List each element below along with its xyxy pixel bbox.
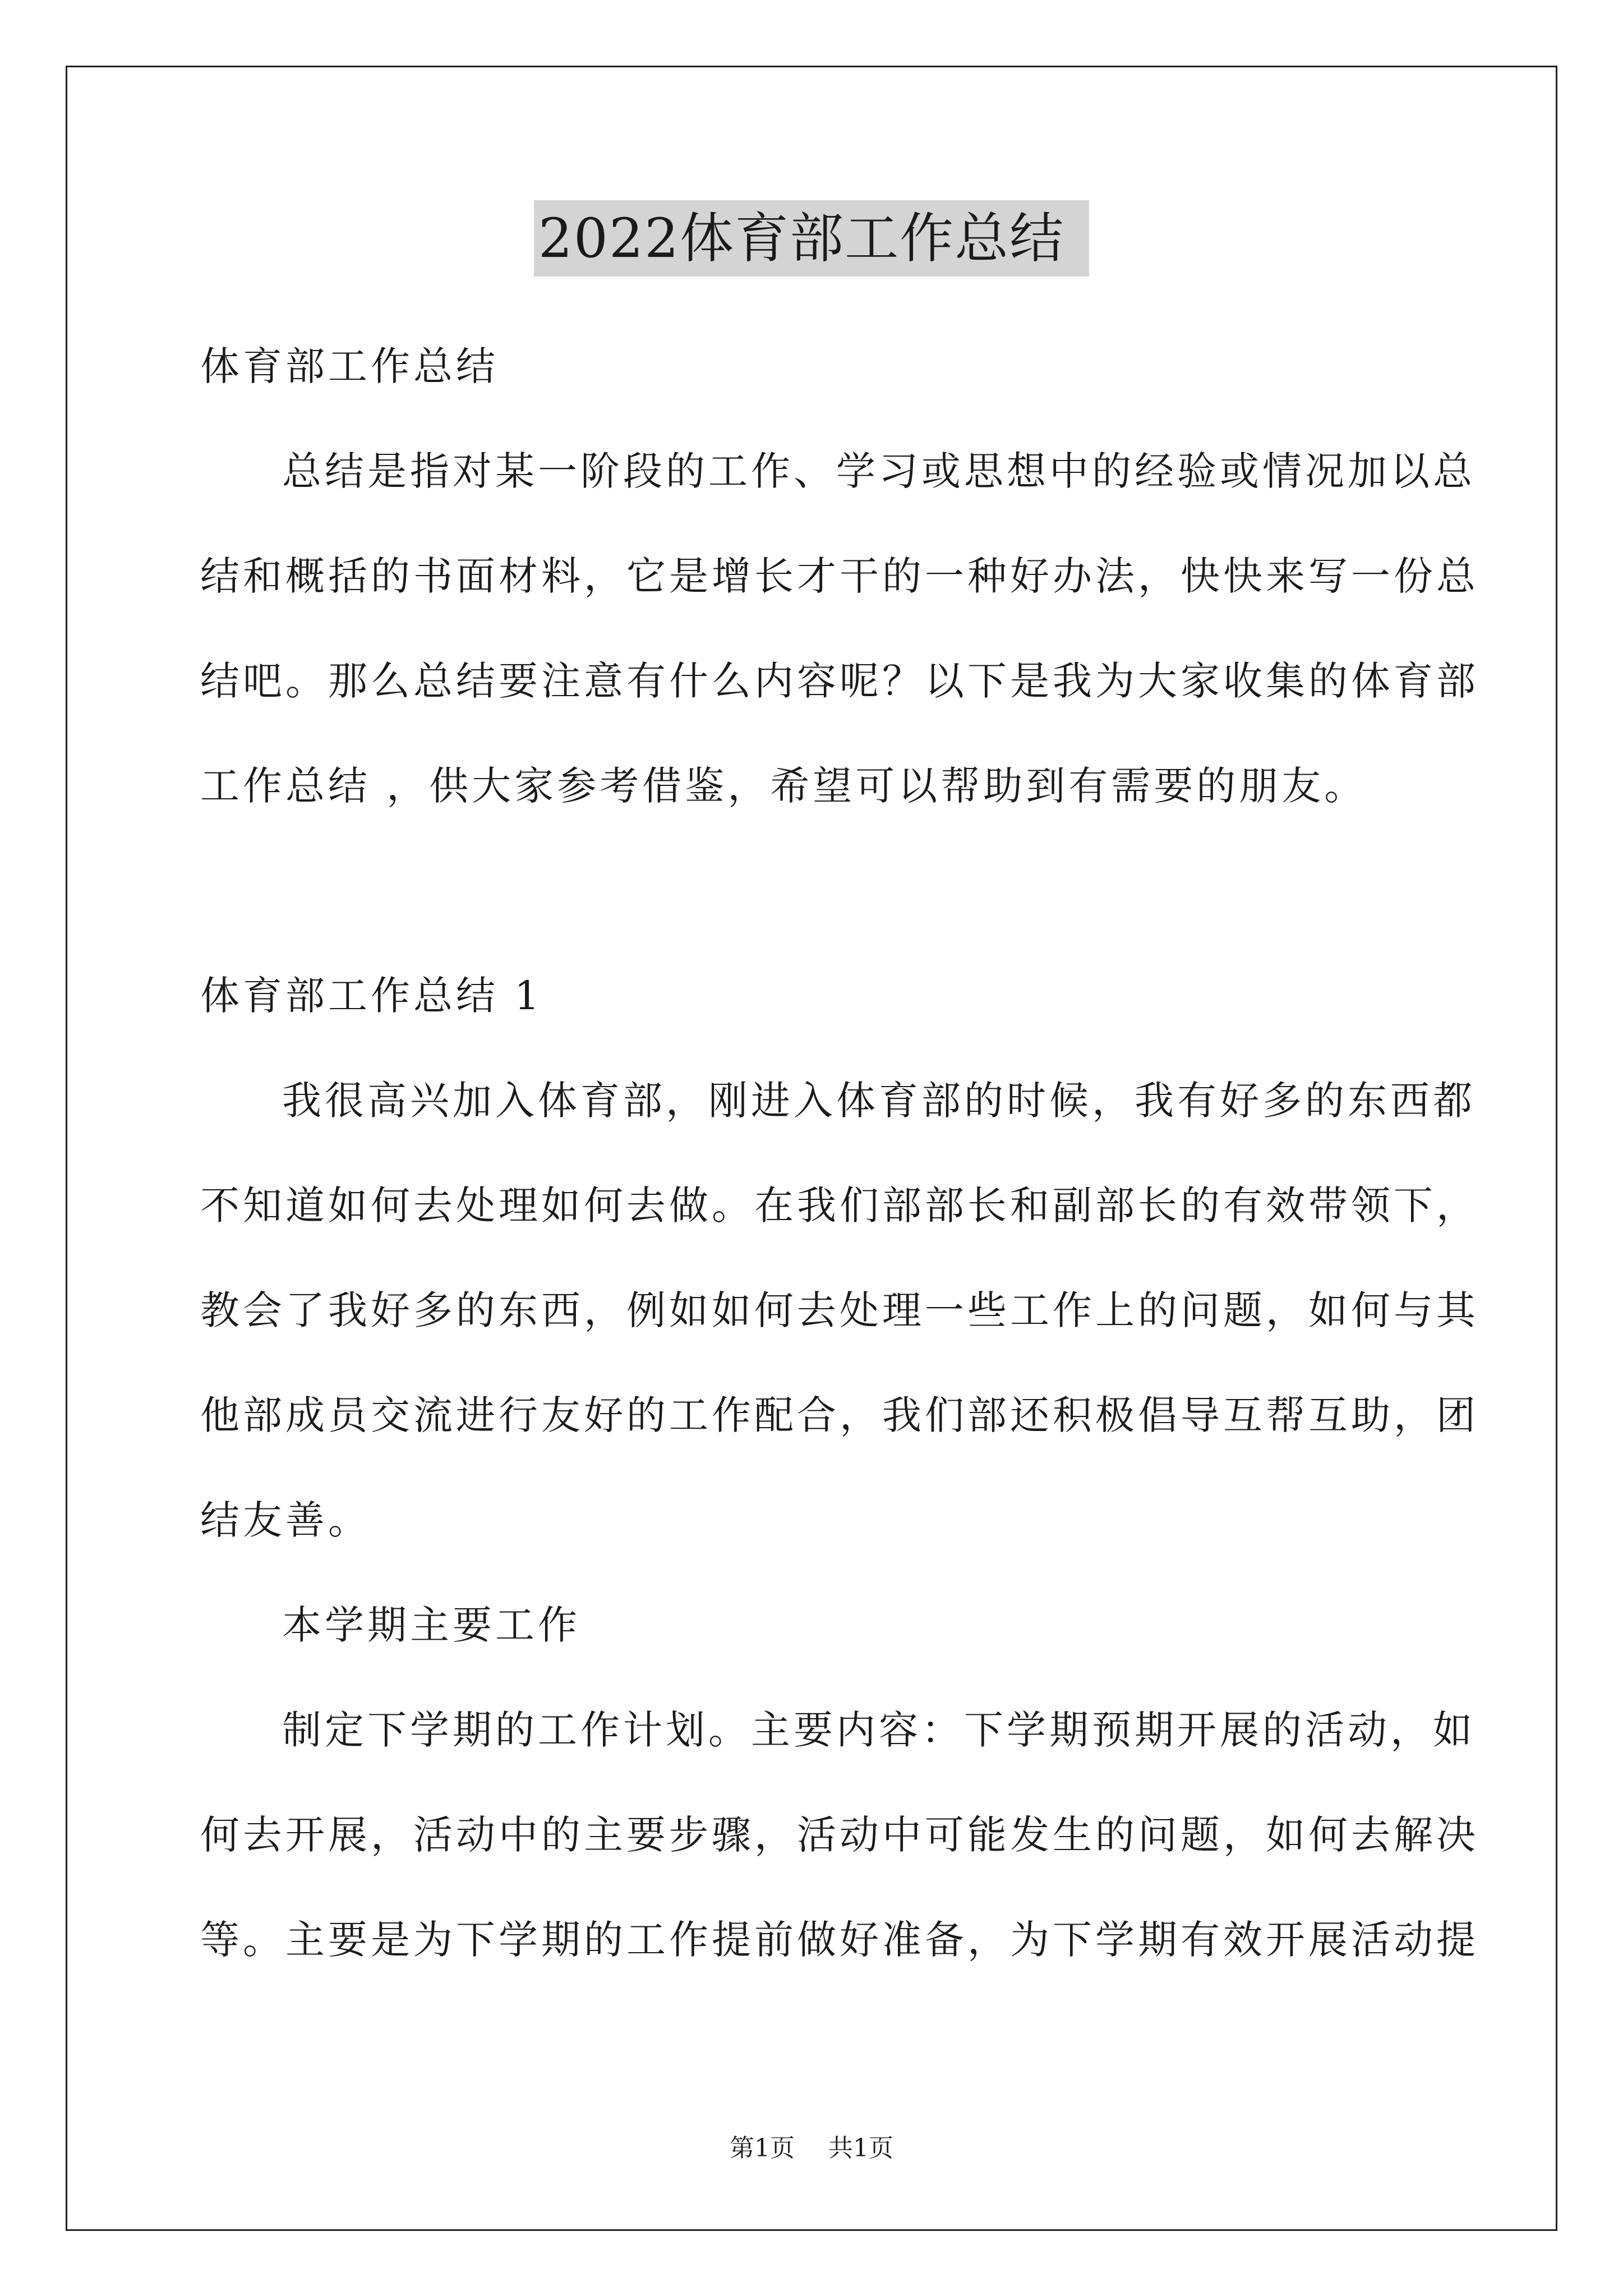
paragraph-line: 制定下学期的工作计划。主要内容：下学期预期开展的活动，如 bbox=[282, 1707, 1476, 1753]
paragraph-line: 结和概括的书面材料，它是增长才干的一种好办法，快快来写一份总 bbox=[200, 553, 1479, 599]
paragraph-line: 工作总结 ，供大家参考借鉴，希望可以帮助到有需要的朋友。 bbox=[200, 763, 1367, 809]
paragraph-line: 等。主要是为下学期的工作提前做好准备，为下学期有效开展活动提 bbox=[200, 1917, 1479, 1963]
document-body bbox=[200, 314, 1479, 1993]
subheading: 本学期主要工作 bbox=[282, 1602, 580, 1648]
paragraph-line: 结吧。那么总结要注意有什么内容呢？以下是我为大家收集的体育部 bbox=[200, 658, 1479, 704]
paragraph-line: 结友善。 bbox=[200, 1497, 371, 1543]
page-total: 共1页 bbox=[828, 2134, 893, 2162]
paragraph-line: 不知道如何去处理如何去做。在我们部部长和副部长的有效带领下， bbox=[200, 1182, 1479, 1228]
page-number: 第1页 bbox=[730, 2134, 795, 2162]
page-footer bbox=[0, 2132, 1623, 2165]
paragraph-line: 我很高兴加入体育部，刚进入体育部的时候，我有好多的东西都 bbox=[282, 1078, 1476, 1124]
paragraph-line: 教会了我好多的东西，例如如何去处理一些工作上的问题，如何与其 bbox=[200, 1287, 1479, 1333]
blank-line bbox=[200, 839, 1434, 944]
title-container bbox=[0, 200, 1623, 277]
section-heading: 体育部工作总结 bbox=[200, 343, 499, 389]
document-title: 2022体育部工作总结 bbox=[534, 200, 1089, 277]
paragraph-line: 何去开展，活动中的主要步骤，活动中可能发生的问题，如何去解决 bbox=[200, 1812, 1479, 1858]
section-heading: 体育部工作总结 1 bbox=[200, 973, 543, 1019]
paragraph-line: 他部成员交流进行友好的工作配合，我们部还积极倡导互帮互助，团 bbox=[200, 1392, 1479, 1438]
paragraph-line: 总结是指对某一阶段的工作、学习或思想中的经验或情况加以总 bbox=[282, 448, 1476, 494]
